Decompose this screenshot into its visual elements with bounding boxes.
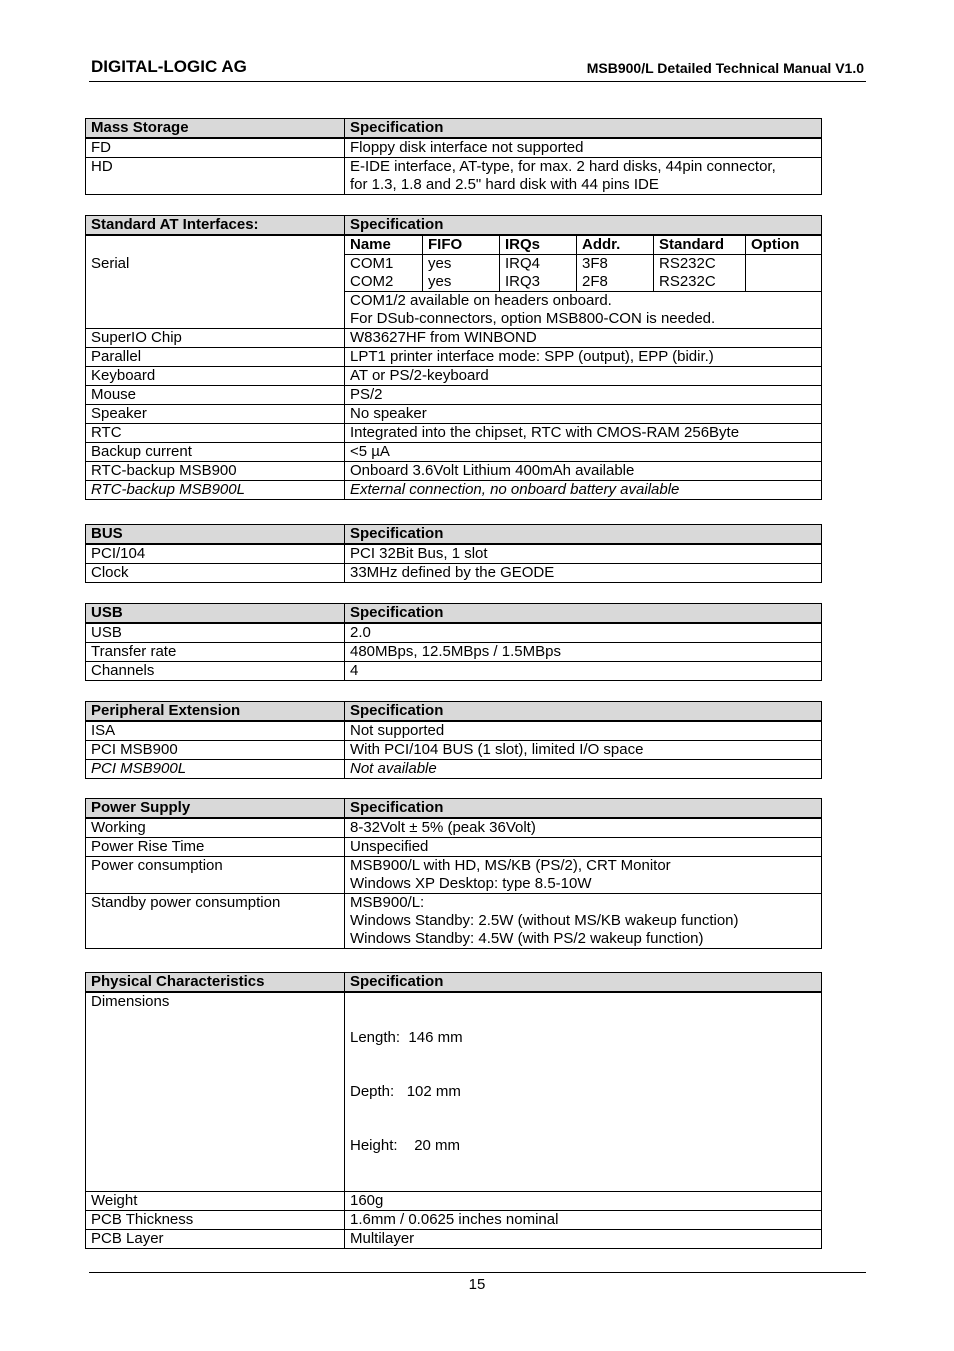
column-header: Specification [345,702,822,722]
row-name: HD [86,158,345,195]
column-header: Peripheral Extension [86,702,345,722]
table-row [86,818,822,838]
row-spec: AT or PS/2-keyboard [345,367,822,386]
table-row [86,386,822,405]
row-spec: 33MHz defined by the GEODE [345,564,822,583]
row-name: Keyboard [86,367,345,386]
column-header: Specification [345,973,822,993]
power-table [85,798,822,949]
row-name: Dimensions [86,992,345,1192]
spec-line: MSB900/L with HD, MS/KB (PS/2), CRT Monitor [350,857,671,874]
table-row [86,329,822,348]
table-row [86,1211,822,1230]
table-row [86,662,822,681]
header-divider [89,81,866,82]
serial-table [345,236,821,292]
table-row [86,623,822,643]
table-header-row [86,604,822,624]
at-interfaces-table [85,215,822,500]
row-spec [345,857,822,894]
column-header: Specification [345,525,822,545]
column-header: Specification [345,119,822,139]
table-header-row [86,973,822,993]
row-spec: LPT1 printer interface mode: SPP (output), EPP (bidir.) [345,348,822,367]
footer-divider [89,1272,866,1273]
spec-line: Height: 20 mm [350,1137,461,1154]
row-name: RTC-backup MSB900L [86,481,345,500]
page-number: 15 [468,1276,486,1293]
row-name: Clock [86,564,345,583]
table-row [86,481,822,500]
row-spec: Multilayer [345,1230,822,1249]
row-name: Weight [86,1192,345,1211]
table-row [86,405,822,424]
serial-header: IRQs [499,236,576,255]
row-spec: Floppy disk interface not supported [345,138,822,158]
row-name: Speaker [86,405,345,424]
row-name: PCB Thickness [86,1211,345,1230]
row-name: Standby power consumption [86,894,345,949]
table-row [86,1230,822,1249]
row-name: RTC-backup MSB900 [86,462,345,481]
column-header: Standard AT Interfaces: [86,216,345,236]
spec-line: Windows Standby: 2.5W (without MS/KB wakeup function) [350,912,739,929]
table-row [86,838,822,857]
spec-line: COM1/2 available on headers onboard. [350,292,612,309]
bus-table [85,524,822,583]
row-spec: With PCI/104 BUS (1 slot), limited I/O space [345,741,822,760]
row-name: ISA [86,721,345,741]
row-spec: 1.6mm / 0.0625 inches nominal [345,1211,822,1230]
table-row [86,760,822,779]
row-spec: No speaker [345,405,822,424]
row-name: Channels [86,662,345,681]
table-header-row [86,119,822,139]
manual-title: MSB900/L Detailed Technical Manual V1.0 [586,60,864,76]
row-spec: Integrated into the chipset, RTC with CMOS-RAM 256Byte [345,424,822,443]
serial-header: Addr. [576,236,653,255]
table-header-row [86,702,822,722]
serial-spec [345,235,822,329]
row-name: Backup current [86,443,345,462]
serial-cell [745,255,821,291]
serial-cell: RS232C RS232C [653,255,745,291]
serial-header: Name [345,236,422,255]
serial-cell: IRQ4 IRQ3 [499,255,576,291]
row-name: PCI MSB900 [86,741,345,760]
row-name: Working [86,818,345,838]
row-spec [345,158,822,195]
table-row [86,992,822,1192]
row-spec: PS/2 [345,386,822,405]
column-header: Specification [345,799,822,819]
row-spec: External connection, no onboard battery available [345,481,822,500]
column-header: Specification [345,604,822,624]
spec-line: Depth: 102 mm [350,1083,461,1100]
spec-line: for 1.3, 1.8 and 2.5" hard disk with 44 pins IDE [350,176,659,193]
row-spec: Not available [345,760,822,779]
company-name: DIGITAL-LOGIC AG [91,57,247,76]
table-row [86,1192,822,1211]
column-header: Specification [345,216,822,236]
table-row [86,741,822,760]
column-header: Power Supply [86,799,345,819]
column-header: Physical Characteristics [86,973,345,993]
peripheral-table [85,701,822,779]
serial-header: Option [745,236,821,255]
serial-cell: COM1 COM2 [350,255,394,290]
row-spec: <5 µA [345,443,822,462]
row-name: RTC [86,424,345,443]
table-header-row [86,525,822,545]
row-name: PCI/104 [86,544,345,564]
mass-storage-table [85,118,822,195]
table-row [86,348,822,367]
row-spec: 2.0 [345,623,822,643]
table-header-row [86,799,822,819]
row-spec: 8-32Volt ± 5% (peak 36Volt) [345,818,822,838]
serial-note [345,292,821,328]
row-name: PCB Layer [86,1230,345,1249]
column-header: BUS [86,525,345,545]
table-row [86,235,822,329]
table-row [86,462,822,481]
serial-header: FIFO [422,236,499,255]
table-row [86,894,822,949]
row-spec: Unspecified [345,838,822,857]
spec-line: E-IDE interface, AT-type, for max. 2 hard disks, 44pin connector, [350,158,776,175]
usb-table [85,603,822,681]
table-header-row [86,216,822,236]
table-row [86,564,822,583]
row-name: Power Rise Time [86,838,345,857]
row-spec: Not supported [345,721,822,741]
spec-line: Length: 146 mm [350,1029,463,1046]
row-name: FD [86,138,345,158]
row-spec [345,894,822,949]
row-name: Transfer rate [86,643,345,662]
table-row [86,367,822,386]
row-spec: 160g [345,1192,822,1211]
spec-line: MSB900/L: [350,894,425,911]
row-spec [345,992,822,1192]
row-name: SuperIO Chip [86,329,345,348]
column-header: USB [86,604,345,624]
serial-cell: 3F8 2F8 [576,255,653,291]
table-row [86,643,822,662]
row-spec: 480MBps, 12.5MBps / 1.5MBps [345,643,822,662]
row-spec: 4 [345,662,822,681]
spec-line: Windows Standby: 4.5W (with PS/2 wakeup function) [350,930,704,947]
serial-header: Standard [653,236,745,255]
row-name: Mouse [86,386,345,405]
row-name: Serial [86,235,345,329]
table-row [86,424,822,443]
table-row [86,138,822,158]
column-header: Mass Storage [86,119,345,139]
row-name: Parallel [86,348,345,367]
serial-cell: yes yes [422,255,499,291]
row-name: Power consumption [86,857,345,894]
row-spec: Onboard 3.6Volt Lithium 400mAh available [345,462,822,481]
row-name: PCI MSB900L [86,760,345,779]
row-spec: PCI 32Bit Bus, 1 slot [345,544,822,564]
table-row [86,443,822,462]
spec-line: For DSub-connectors, option MSB800-CON is needed. [350,310,716,327]
physical-table [85,972,822,1249]
table-row [86,721,822,741]
table-row [86,857,822,894]
row-spec: W83627HF from WINBOND [345,329,822,348]
table-row [86,544,822,564]
spec-line: Windows XP Desktop: type 8.5-10W [350,875,592,892]
row-name: USB [86,623,345,643]
table-row [86,158,822,195]
